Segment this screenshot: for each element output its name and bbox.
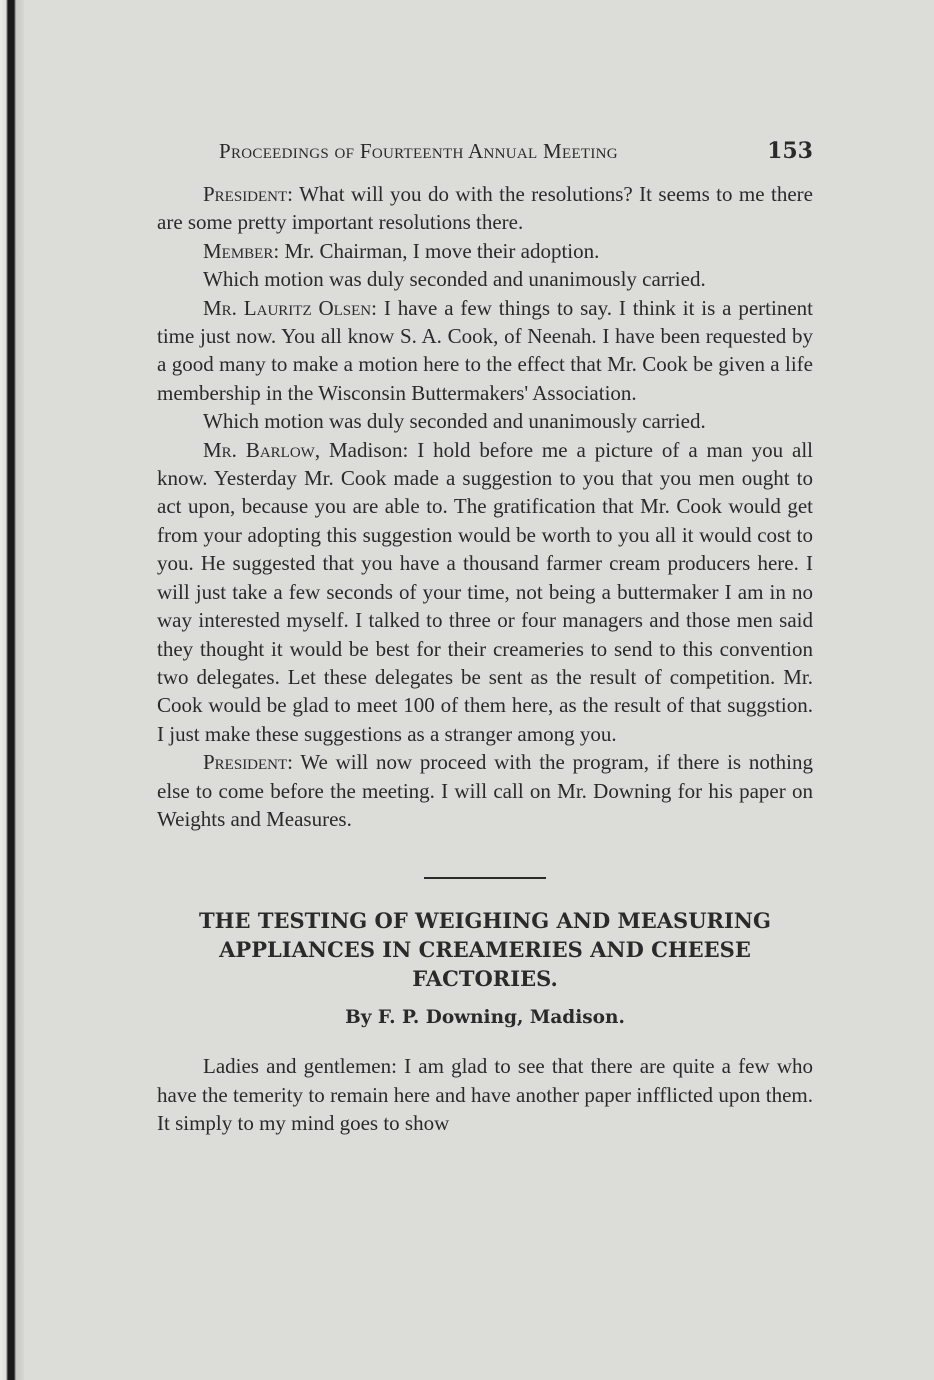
paragraph <box>157 180 813 237</box>
book-page <box>157 138 813 1138</box>
article-byline: By F. P. Downing, Madison. <box>345 1007 625 1029</box>
speaker-name: Mr. Lauritz Olsen: <box>203 295 377 320</box>
paragraph <box>157 237 813 265</box>
paragraph <box>157 436 813 748</box>
speaker-name: Member: <box>203 238 280 263</box>
paragraph-text: I have a few things to say. I think it is a pertinent time just now. You all know S. A. Cook, of Neenah. I have been requested by a good many to make a motion here to the effect that Mr. Cook be given a life membership in the Wisconsin Buttermakers' Association. <box>157 295 813 405</box>
speaker-name: President: <box>203 182 294 206</box>
running-head-title: Proceedings of Fourteenth Annual Meeting <box>219 139 618 163</box>
paragraph-text: We will now proceed with the program, if there is nothing else to come before the meeting. I will call on Mr. Downing for his paper on Weights and Measures. <box>157 750 813 831</box>
speaker-name: President: <box>203 750 294 775</box>
paragraph-text: Mr. Chairman, I move their adoption. <box>279 238 600 263</box>
book-binding-edge <box>0 0 24 1380</box>
paragraph-text: Which motion was duly seconded and unanimously carried. <box>203 409 706 434</box>
paragraph <box>157 294 813 408</box>
paragraph <box>157 748 813 833</box>
paragraph-text: What will you do with the resolutions? It seems to me there are some pretty important resolutions there. <box>157 182 813 235</box>
article-opening-paragraph: Ladies and gentlemen: I am glad to see that there are quite a few who have the temerity to remain here and have another paper infflicted upon them. It simply to my mind goes to show <box>157 1054 813 1136</box>
paragraph <box>157 265 813 293</box>
section-divider-rule <box>424 877 546 879</box>
paragraph <box>157 407 813 435</box>
speaker-name: Mr. Barlow, <box>203 437 321 462</box>
paragraph-text: Which motion was duly seconded and unanimously carried. <box>203 267 706 292</box>
paragraph-text: Madison: I hold before me a picture of a man you all know. Yesterday Mr. Cook made a suggestion to you that you men ought to act upon, because you are able to. The gratification that Mr. Cook would get from your adopting this suggestion would be worth to you all it would cost to you. He suggested that you have a thousand farmer cream producers here. I will just take a few seconds of your time, not being a buttermaker I am in no way interested myself. I talked to three or four managers and those men said they thought it would be best for their creameries to send to this convention two delegates. Let these delegates be sent as the result of competition. Mr. Cook would be glad to meet 100 of them here, as the result of that suggstion. I just make these suggestions as a stranger among you. <box>157 437 813 746</box>
running-head <box>219 138 813 168</box>
page-number: 153 <box>767 138 813 164</box>
article-title: THE TESTING OF WEIGHING AND MEASURING APPLIANCES IN CREAMERIES AND CHEESE FACTORIES. <box>199 908 771 992</box>
